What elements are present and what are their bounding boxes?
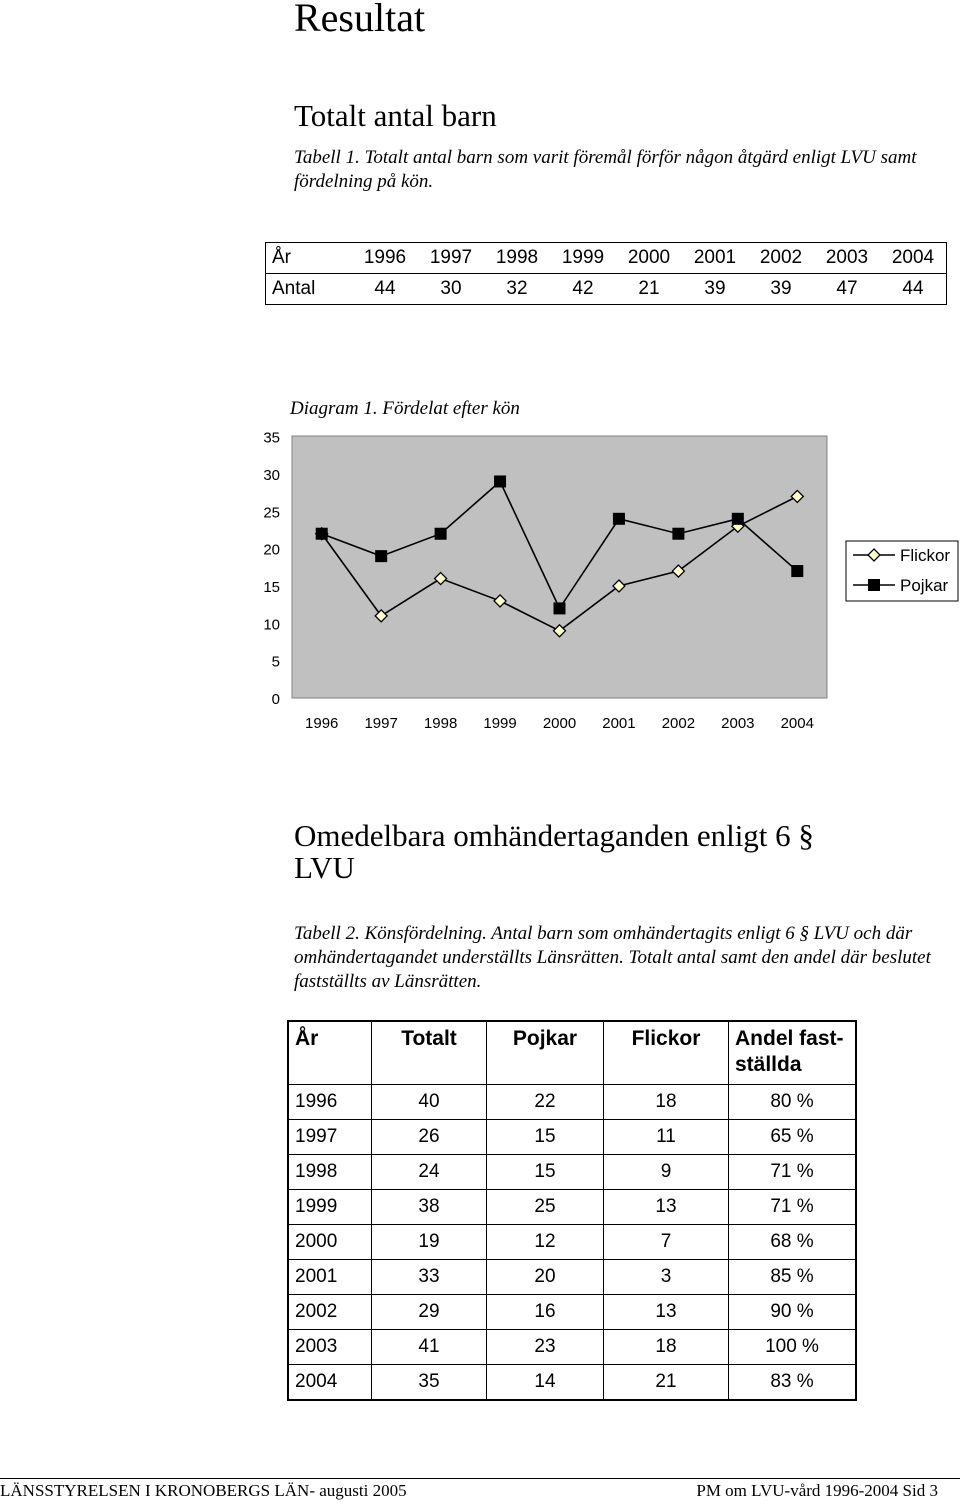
y-tick-label: 20	[263, 541, 280, 559]
table-cell: 35	[372, 1365, 487, 1401]
y-tick-label: 5	[271, 653, 280, 671]
table-row	[288, 1365, 856, 1401]
table-cell: 13	[604, 1295, 729, 1330]
x-tick-label: 2003	[721, 715, 755, 732]
data-point-pojkar	[435, 528, 447, 540]
table-cell: 19	[372, 1225, 487, 1260]
data-point-pojkar	[613, 513, 625, 525]
y-tick-label: 15	[263, 579, 280, 596]
year-cell: 2004	[880, 243, 947, 274]
data-point-pojkar	[791, 565, 803, 577]
data-point-pojkar	[316, 528, 328, 540]
year-cell: 1996	[352, 243, 418, 274]
footer-right: PM om LVU-vård 1996-2004 Sid 3	[696, 1481, 938, 1500]
table-row	[288, 1120, 856, 1155]
y-tick-label: 35	[263, 429, 280, 447]
x-tick-label: 2004	[780, 715, 814, 732]
plot-area	[292, 436, 827, 698]
count-cell: 47	[814, 274, 880, 305]
table-cell: 1996	[288, 1085, 372, 1120]
table-cell: 2004	[288, 1365, 372, 1401]
table-cell: 29	[372, 1295, 487, 1330]
y-tick-label: 30	[263, 467, 280, 484]
table-cell: 3	[604, 1260, 729, 1295]
table-cell: 71 %	[729, 1190, 857, 1225]
table-cell: 15	[487, 1120, 604, 1155]
table-cell: 2001	[288, 1260, 372, 1295]
header-year: År	[288, 1021, 372, 1085]
section-title-line2: LVU	[294, 850, 355, 885]
table-row	[288, 1260, 856, 1295]
data-point-pojkar	[554, 602, 566, 614]
table-row-years	[266, 243, 947, 274]
data-point-pojkar	[672, 528, 684, 540]
year-cell: 2003	[814, 243, 880, 274]
count-cell: 32	[484, 274, 550, 305]
data-point-pojkar	[494, 475, 506, 487]
header-share-confirmed: Andel fast-ställda	[729, 1021, 857, 1085]
table-cell: 24	[372, 1155, 487, 1190]
y-tick-label: 25	[263, 504, 280, 522]
legend-label-pojkar: Pojkar	[900, 576, 949, 595]
page-title: Resultat	[294, 0, 426, 40]
count-cell: 42	[550, 274, 616, 305]
x-tick-label: 1999	[483, 715, 517, 732]
table-cell: 68 %	[729, 1225, 857, 1260]
table-cell: 1997	[288, 1120, 372, 1155]
table-cell: 25	[487, 1190, 604, 1225]
row-label-count: Antal	[266, 274, 353, 305]
x-tick-label: 1998	[423, 715, 458, 732]
footer-left: LÄNSSTYRELSEN I KRONOBERGS LÄN- augusti 2005	[0, 1481, 407, 1500]
table-gender-distribution	[287, 1020, 857, 1401]
year-cell: 1998	[484, 243, 550, 274]
x-tick-label: 1997	[364, 715, 398, 732]
count-cell: 39	[682, 274, 748, 305]
year-cell: 2002	[748, 243, 814, 274]
header-girls: Flickor	[604, 1021, 729, 1085]
section-title-line1: Omedelbara omhändertaganden enligt 6 §	[294, 818, 814, 853]
table-cell: 2002	[288, 1295, 372, 1330]
table-row	[288, 1295, 856, 1330]
data-point-pojkar	[375, 550, 387, 562]
table-cell: 16	[487, 1295, 604, 1330]
count-cell: 44	[880, 274, 947, 305]
page-footer	[0, 1478, 960, 1504]
table-cell: 90 %	[729, 1295, 857, 1330]
table2-caption: Tabell 2. Könsfördelning. Antal barn som omhändertagits enligt 6 § LVU och där omhändertagandet underställts Länsrätten. Totalt antal samt den andel där beslutet fastställts av Länsrätten.	[294, 923, 931, 992]
table-cell: 1998	[288, 1155, 372, 1190]
data-point-pojkar	[732, 513, 744, 525]
table-cell: 1999	[288, 1190, 372, 1225]
table-cell: 2003	[288, 1330, 372, 1365]
table-cell: 18	[604, 1330, 729, 1365]
table-cell: 100 %	[729, 1330, 857, 1365]
table-cell: 22	[487, 1085, 604, 1120]
table-cell: 12	[487, 1225, 604, 1260]
table-row	[288, 1330, 856, 1365]
table-cell: 33	[372, 1260, 487, 1295]
y-tick-label: 10	[263, 616, 280, 634]
table-cell: 20	[487, 1260, 604, 1295]
table1-caption: Tabell 1. Totalt antal barn som varit föremål förför någon åtgärd enligt LVU samt fördelning på kön.	[294, 147, 917, 192]
table-cell: 13	[604, 1190, 729, 1225]
table-cell: 71 %	[729, 1155, 857, 1190]
table-cell: 26	[372, 1120, 487, 1155]
table-row	[288, 1155, 856, 1190]
table-cell: 14	[487, 1365, 604, 1401]
x-tick-label: 2001	[602, 715, 636, 732]
table-cell: 2000	[288, 1225, 372, 1260]
table-cell: 23	[487, 1330, 604, 1365]
table-cell: 7	[604, 1225, 729, 1260]
table-cell: 18	[604, 1085, 729, 1120]
legend-label-flickor: Flickor	[900, 546, 951, 565]
year-cell: 1997	[418, 243, 484, 274]
count-cell: 39	[748, 274, 814, 305]
count-cell: 21	[616, 274, 682, 305]
header-total: Totalt	[372, 1021, 487, 1085]
table-row-counts	[266, 274, 947, 305]
table-row	[288, 1085, 856, 1120]
table-row	[288, 1225, 856, 1260]
x-tick-label: 1996	[305, 715, 339, 732]
table-cell: 40	[372, 1085, 487, 1120]
y-tick-label: 0	[271, 691, 280, 708]
x-tick-label: 2002	[661, 715, 696, 732]
legend-marker-pojkar	[868, 579, 880, 591]
table-cell: 21	[604, 1365, 729, 1401]
chart-title: Diagram 1. Fördelat efter kön	[290, 398, 520, 419]
table-cell: 11	[604, 1120, 729, 1155]
gender-line-chart	[0, 380, 960, 740]
table-cell: 9	[604, 1155, 729, 1190]
table-cell: 83 %	[729, 1365, 857, 1401]
table-cell: 41	[372, 1330, 487, 1365]
table-total-children	[265, 242, 947, 305]
table-header-row	[288, 1021, 856, 1085]
year-cell: 2001	[682, 243, 748, 274]
header-boys: Pojkar	[487, 1021, 604, 1085]
count-cell: 30	[418, 274, 484, 305]
table-cell: 80 %	[729, 1085, 857, 1120]
table-cell: 85 %	[729, 1260, 857, 1295]
count-cell: 44	[352, 274, 418, 305]
section-title-immediate	[294, 820, 814, 884]
table-row	[288, 1190, 856, 1225]
section-title-total: Totalt antal barn	[294, 98, 497, 133]
x-tick-label: 2000	[542, 715, 577, 732]
table-cell: 38	[372, 1190, 487, 1225]
table-cell: 65 %	[729, 1120, 857, 1155]
table-cell: 15	[487, 1155, 604, 1190]
year-cell: 2000	[616, 243, 682, 274]
year-cell: 1999	[550, 243, 616, 274]
row-label-year: År	[266, 243, 353, 274]
